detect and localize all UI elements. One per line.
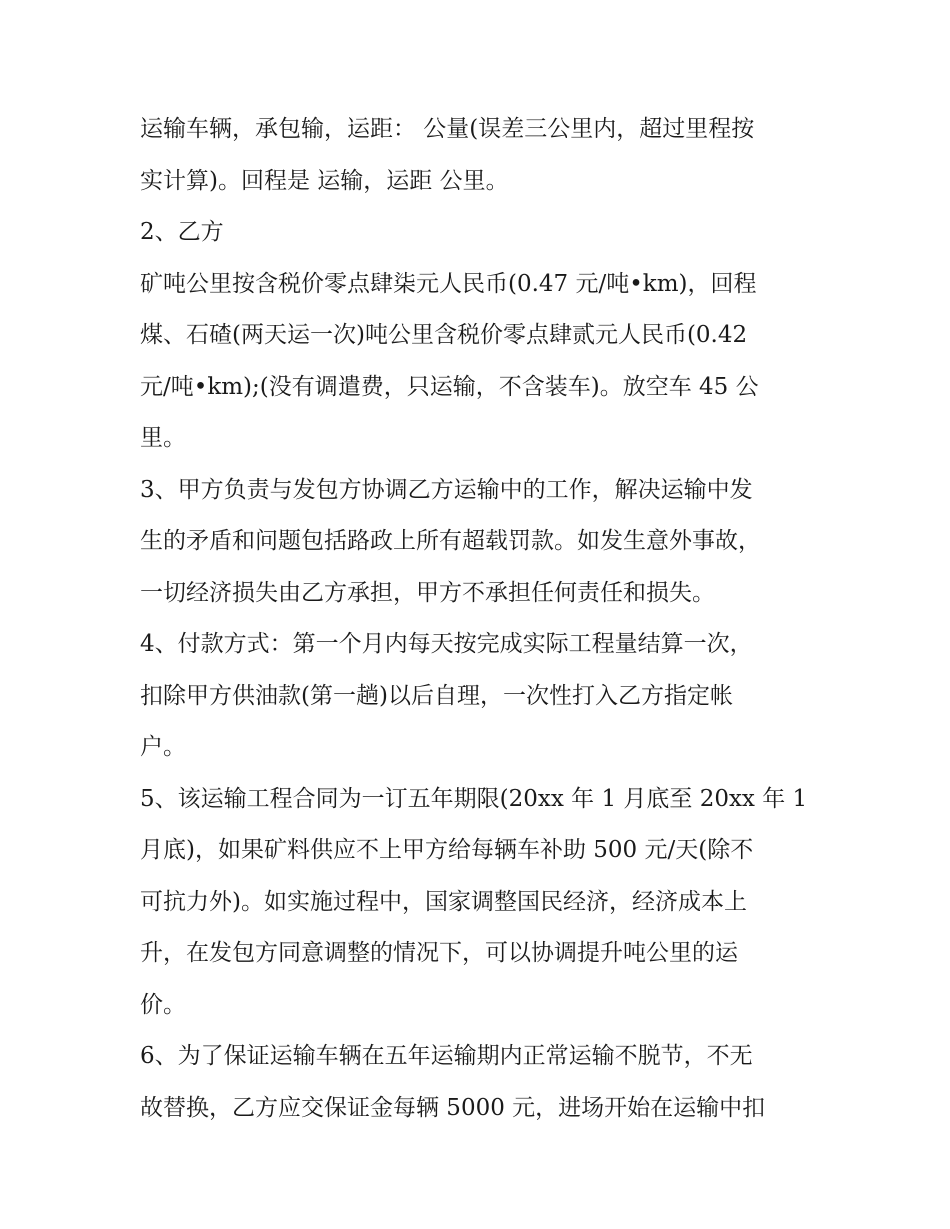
text-line: 升，在发包方同意调整的情况下，可以协调提升吨公里的运 bbox=[140, 940, 738, 966]
text-line: 5、该运输工程合同为一订五年期限(20xx 年 1 月底至 20xx 年 1 bbox=[140, 785, 808, 812]
text-line: 可抗力外)。如实施过程中，国家调整国民经济，经济成本上 bbox=[140, 888, 747, 915]
text-line: 4、付款方式：第一个月内每天按完成实际工程量结算一次， bbox=[140, 631, 753, 657]
document-page bbox=[140, 104, 820, 1134]
text-line: 价。 bbox=[140, 991, 186, 1018]
text-line: 矿吨公里按含税价零点肆柒元人民币(0.47 元/吨•km)，回程 bbox=[140, 270, 757, 297]
text-line: 元/吨•km);(没有调遣费，只运输，不含装车)。放空车 45 公 bbox=[140, 373, 759, 400]
text-line: 故替换，乙方应交保证金每辆 5000 元，进场开始在运输中扣 bbox=[140, 1094, 766, 1121]
text-line: 一切经济损失由乙方承担，甲方不承担任何责任和损失。 bbox=[140, 579, 715, 606]
text-line: 3、甲方负责与发包方协调乙方运输中的工作，解决运输中发 bbox=[140, 476, 753, 503]
text-line: 扣除甲方供油款(第一趟)以后自理，一次性打入乙方指定帐 bbox=[140, 682, 733, 709]
text-line: 里。 bbox=[140, 425, 186, 451]
text-line: 生的矛盾和问题包括路政上所有超载罚款。如发生意外事故， bbox=[140, 528, 761, 554]
section-heading: 2、乙方 bbox=[140, 219, 224, 245]
text-line: 运输车辆，承包输，运距： 公量(误差三公里内，超过里程按 bbox=[140, 116, 755, 142]
text-line: 户。 bbox=[140, 734, 186, 760]
text-line: 实计算)。回程是 运输，运距 公里。 bbox=[140, 167, 509, 194]
text-line: 月底)，如果矿料供应不上甲方给每辆车补助 500 元/天(除不 bbox=[140, 837, 754, 863]
text-line: 煤、石碴(两天运一次)吨公里含税价零点肆贰元人民币(0.42 bbox=[140, 322, 748, 348]
text-line: 6、为了保证运输车辆在五年运输期内正常运输不脱节，不无 bbox=[140, 1043, 753, 1069]
